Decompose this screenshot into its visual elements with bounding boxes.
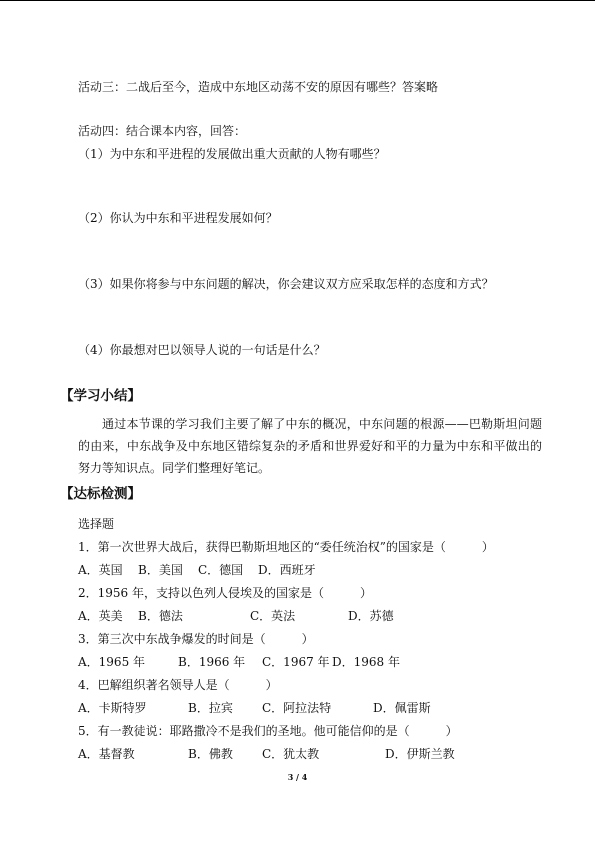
- option-b: B．美国: [138, 563, 183, 577]
- option-c: C．1967 年: [262, 655, 330, 669]
- option-b: B．拉宾: [188, 701, 233, 715]
- option-a: A．英美: [78, 609, 123, 623]
- activity-3: 活动三：二战后至今，造成中东地区动荡不安的原因有哪些？答案略: [78, 80, 439, 94]
- activity-4-question-1: （1）为中东和平进程的发展做出重大贡献的人物有哪些？: [78, 147, 386, 161]
- option-d: D．1968 年: [332, 655, 400, 669]
- page-number: 3 / 4: [287, 772, 308, 782]
- question-stem: 2．1956 年，支持以色列人侵埃及的国家是（ ）: [78, 586, 372, 600]
- option-a: A．英国: [78, 563, 123, 577]
- option-b: B．德法: [138, 609, 183, 623]
- activity-4-question-2: （2）你认为中东和平进程发展如何？: [78, 211, 278, 225]
- option-a: A．卡斯特罗: [78, 701, 147, 715]
- summary-text: 通过本节课的学习我们主要了解了中东的概况，中东问题的根源——巴勒斯坦问题的由来，中东战争及中东地区错综复杂的矛盾和世界爱好和平的力量为中东和平做出的努力等知识点。同学们整理好笔记。: [78, 417, 542, 475]
- question-type: 选择题: [78, 517, 115, 531]
- activity-4-question-3: （3）如果你将参与中东问题的解决，你会建议双方应采取怎样的态度和方式？: [78, 277, 494, 291]
- option-d: D．伊斯兰教: [385, 747, 455, 761]
- option-a: A．基督教: [78, 747, 135, 761]
- page-top-border: [0, 0, 595, 1]
- option-c: C．阿拉法特: [262, 701, 332, 715]
- question-stem: 1．第一次世界大战后，获得巴勒斯坦地区的“委任统治权”的国家是（ ）: [78, 540, 494, 554]
- question-stem: 5．有一教徒说：耶路撒冷不是我们的圣地。他可能信仰的是（ ）: [78, 724, 458, 738]
- option-d: D．苏德: [348, 609, 394, 623]
- option-c: C．德国: [198, 563, 244, 577]
- test-heading: 【达标检测】: [60, 486, 141, 502]
- question-stem: 3．第三次中东战争爆发的时间是（ ）: [78, 632, 314, 646]
- option-a: A．1965 年: [78, 655, 146, 669]
- option-b: B．1966 年: [178, 655, 246, 669]
- activity-4-title: 活动四：结合课本内容，回答：: [78, 124, 247, 138]
- activity-4-question-4: （4）你最想对巴以领导人说的一句话是什么？: [78, 343, 326, 357]
- option-d: D．佩雷斯: [373, 701, 431, 715]
- summary-heading: 【学习小结】: [60, 388, 141, 404]
- option-c: C．犹太教: [262, 747, 320, 761]
- option-b: B．佛教: [188, 747, 233, 761]
- question-stem: 4．巴解组织著名领导人是（ ）: [78, 678, 278, 692]
- option-d: D．西班牙: [258, 563, 316, 577]
- option-c: C．英法: [250, 609, 296, 623]
